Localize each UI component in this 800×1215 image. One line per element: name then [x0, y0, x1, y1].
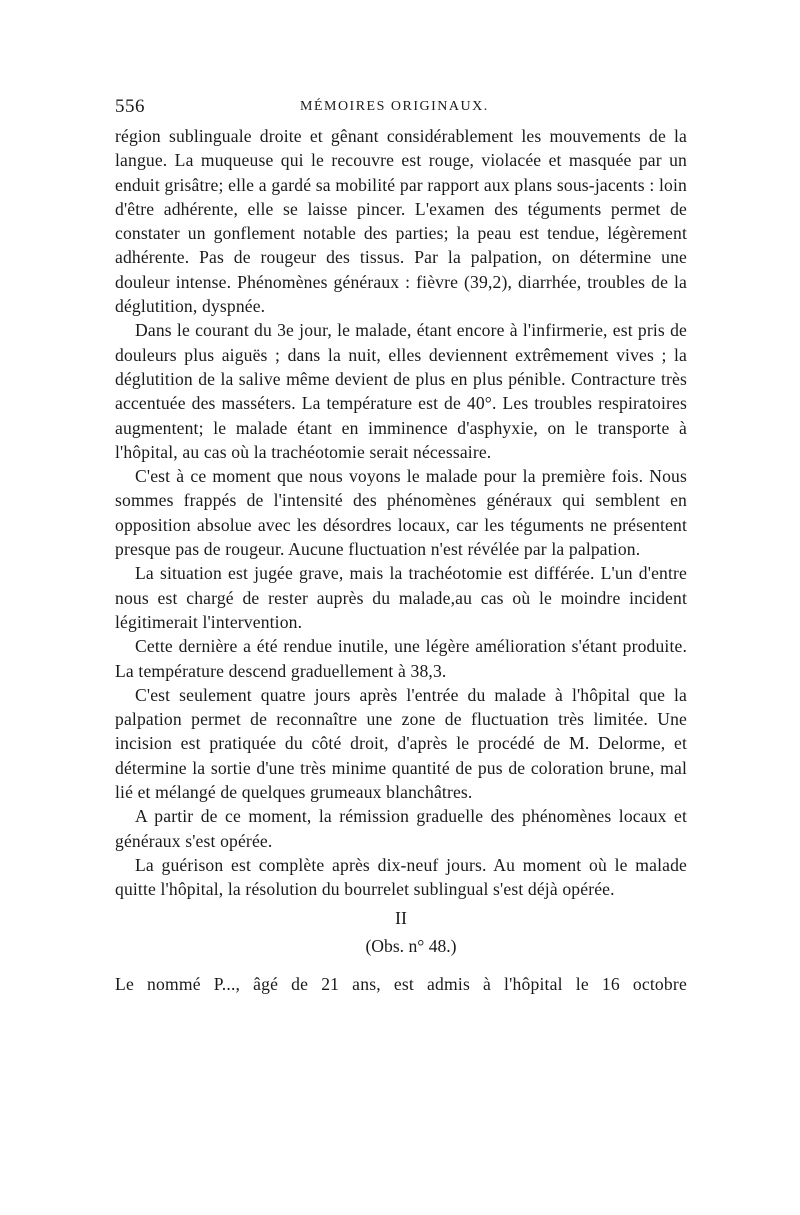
paragraph-6: C'est seulement quatre jours après l'entrée du malade à l'hôpital que la palpation permet de reconnaître une zone de fluctuation très limitée. Une incision est pratiquée du côté droit, d'après le procédé de M. Delorme, et détermine la sortie d'une très minime quantité de pus de coloration brune, mal lié et mélangé de quelques grumeaux blanchâtres.	[115, 684, 687, 803]
page-header	[115, 96, 687, 124]
paragraph-7: A partir de ce moment, la rémission graduelle des phénomènes locaux et généraux s'est opérée.	[115, 806, 687, 851]
paragraph-3: C'est à ce moment que nous voyons le malade pour la première fois. Nous sommes frappés de l'intensité des phénomènes généraux qui semblent en opposition absolue avec les désordres locaux, car les téguments ne présentent presque pas de rougeur. Aucune fluctuation n'est révélée par la palpation.	[115, 466, 687, 560]
paragraph-1: région sublinguale droite et gênant considérablement les mouvements de la langue. La muqueuse qui le recouvre est rouge, violacée et masquée par un enduit grisâtre; elle a gardé sa mobilité par rapport aux plans sous-jacents : loin d'être adhérente, elle se laisse pincer. L'examen des téguments permet de constater un gonflement notable des parties; la peau est tendue, légèrement adhérente. Pas de rougeur des tissus. Par la palpation, on détermine une douleur intense. Phénomènes généraux : fièvre (39,2), diarrhée, troubles de la déglutition, dyspnée.	[115, 126, 687, 317]
body-text	[115, 124, 687, 902]
document-page	[115, 96, 687, 996]
continuation-line: Le nommé P..., âgé de 21 ans, est admis à l'hôpital le 16 octobre	[115, 973, 687, 994]
observation-reference: (Obs. n° 48.)	[365, 935, 457, 956]
running-head: MÉMOIRES ORIGINAUX.	[300, 99, 489, 114]
paragraph-4: La situation est jugée grave, mais la trachéotomie est différée. L'un d'entre nous est chargé de rester auprès du malade,au cas où le moindre incident légitimerait l'intervention.	[115, 563, 687, 632]
paragraph-5: Cette dernière a été rendue inutile, une légère amélioration s'étant produite. La température descend graduellement à 38,3.	[115, 636, 687, 681]
paragraph-8: La guérison est complète après dix-neuf jours. Au moment où le malade quitte l'hôpital, la résolution du bourrelet sublingual s'est déjà opérée.	[115, 854, 687, 900]
page-number: 556	[115, 96, 145, 117]
paragraph-2: Dans le courant du 3e jour, le malade, étant encore à l'infirmerie, est pris de douleurs plus aiguës ; dans la nuit, elles deviennent extrêmement vives ; la déglutition de la salive même devient de plus en plus pénible. Contracture très accentuée des masséters. La température est de 40°. Les troubles respiratoires augmentent; le malade étant en imminence d'asphyxie, on le transporte à l'hôpital, au cas où la trachéotomie serait nécessaire.	[115, 320, 687, 462]
section-number: II	[395, 907, 407, 928]
